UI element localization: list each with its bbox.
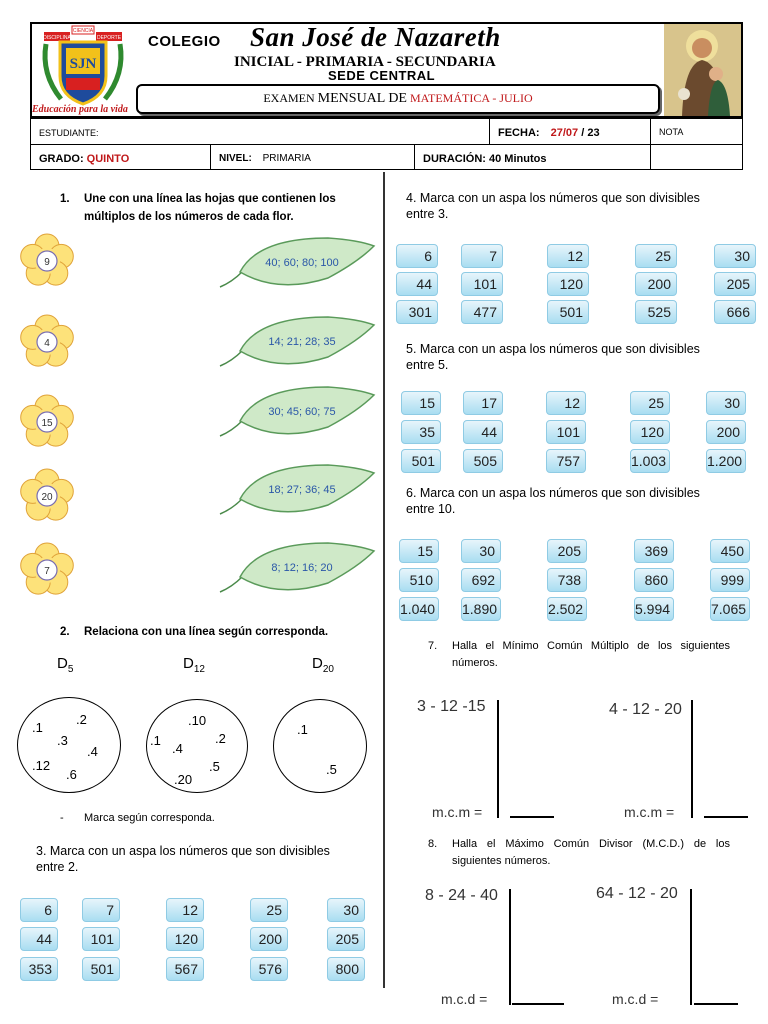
- flower-number: 9: [44, 257, 50, 268]
- number-box[interactable]: 1.890: [461, 597, 501, 621]
- d12-label: $D_{12}$: [183, 655, 205, 675]
- grado-cell: [30, 144, 211, 170]
- number-box[interactable]: 15: [399, 539, 439, 563]
- flower[interactable]: [18, 313, 76, 371]
- number-box[interactable]: 757: [546, 449, 586, 473]
- flower-number: 15: [41, 418, 53, 429]
- number-box[interactable]: 25: [630, 391, 670, 415]
- q7-set1: 3 - 12 -15: [417, 698, 486, 715]
- leaf-numbers: 18; 27; 36; 45: [268, 484, 336, 496]
- nota-label: NOTA: [659, 127, 684, 137]
- q2-number: 2.: [60, 626, 70, 638]
- leaf-numbers: 40; 60; 80; 100: [265, 257, 339, 269]
- number-box[interactable]: 12: [547, 244, 589, 268]
- colegio-label: COLEGIO: [148, 33, 221, 50]
- q2-text: Relaciona con una línea según corresponda.: [84, 626, 329, 638]
- number-box[interactable]: 301: [396, 300, 438, 324]
- number-box[interactable]: 30: [327, 898, 365, 922]
- number-box[interactable]: 477: [461, 300, 503, 324]
- number-box[interactable]: 525: [635, 300, 677, 324]
- nivel-label: NIVEL:: [219, 153, 252, 164]
- school-logo: [36, 24, 130, 110]
- number-box[interactable]: 7: [461, 244, 503, 268]
- leaf[interactable]: [218, 537, 378, 597]
- number-box[interactable]: 1.200: [706, 449, 746, 473]
- q5-text: 5. Marca con un aspa los números que son divisibles entre 5.: [406, 342, 700, 372]
- flower-icon: [18, 313, 76, 371]
- d5-label: $D_5$: [57, 655, 74, 675]
- duracion-cell: [414, 144, 651, 170]
- d5-value[interactable]: .3: [57, 733, 68, 748]
- d5-value[interactable]: .6: [66, 767, 77, 782]
- flower-icon: [18, 393, 76, 451]
- d12-value[interactable]: .5: [209, 759, 220, 774]
- leaf-icon: [218, 537, 378, 597]
- school-name: San José de Nazareth: [250, 22, 501, 52]
- levels-line: INICIAL - PRIMARIA - SECUNDARIA: [234, 54, 496, 70]
- q1-number: 1.: [60, 193, 70, 205]
- q8-text: Halla el Máximo Común Divisor (M.C.D.) de los siguientes números.: [452, 838, 730, 867]
- number-box[interactable]: 800: [327, 957, 365, 981]
- number-box[interactable]: 6: [20, 898, 58, 922]
- duracion-value: 40 Minutos: [489, 153, 547, 165]
- leaf-numbers: 14; 21; 28; 35: [268, 336, 336, 348]
- number-box[interactable]: 7: [82, 898, 120, 922]
- q8-mcd-label-1: m.c.d =: [441, 991, 488, 1007]
- number-box[interactable]: 200: [706, 420, 746, 444]
- number-box[interactable]: 200: [250, 927, 288, 951]
- number-box[interactable]: 101: [546, 420, 586, 444]
- number-box[interactable]: 25: [635, 244, 677, 268]
- flower[interactable]: [18, 467, 76, 525]
- flower[interactable]: [18, 232, 76, 290]
- q8-set1: 8 - 24 - 40: [425, 887, 498, 904]
- number-box[interactable]: 501: [82, 957, 120, 981]
- q7-division-line-1: [497, 700, 499, 818]
- flower-icon: [18, 232, 76, 290]
- number-box[interactable]: 999: [710, 568, 750, 592]
- flower[interactable]: [18, 541, 76, 599]
- q7-text: Halla el Mínimo Común Múltiplo de los siguientes números.: [452, 640, 730, 669]
- number-box[interactable]: 510: [399, 568, 439, 592]
- exam-prefix: EXAMEN: [263, 91, 315, 105]
- exam-mensual: MENSUAL DE: [317, 91, 407, 106]
- leaf[interactable]: [218, 311, 378, 371]
- flower-number: 20: [41, 492, 53, 503]
- number-box[interactable]: 120: [547, 272, 589, 296]
- d5-value[interactable]: .4: [87, 744, 98, 759]
- number-box[interactable]: 501: [401, 449, 441, 473]
- number-box[interactable]: 44: [463, 420, 503, 444]
- number-box[interactable]: 205: [714, 272, 756, 296]
- number-box[interactable]: 30: [461, 539, 501, 563]
- number-box[interactable]: 25: [250, 898, 288, 922]
- fecha-cell[interactable]: [489, 118, 651, 145]
- number-box[interactable]: 44: [20, 927, 58, 951]
- number-box[interactable]: 120: [630, 420, 670, 444]
- number-box[interactable]: 205: [327, 927, 365, 951]
- fecha-label: FECHA:: [498, 127, 540, 139]
- d12-value[interactable]: .10: [188, 713, 207, 728]
- d20-value[interactable]: .5: [326, 762, 337, 777]
- q8-division-line-1: [509, 889, 511, 1005]
- nivel-cell: [210, 144, 415, 170]
- number-box[interactable]: 450: [710, 539, 750, 563]
- nivel-value: PRIMARIA: [262, 153, 311, 164]
- number-box[interactable]: 666: [714, 300, 756, 324]
- slogan: Educación para la vida: [32, 104, 128, 115]
- number-box[interactable]: 2.502: [547, 597, 587, 621]
- estudiante-cell[interactable]: [30, 118, 490, 145]
- q2-note: Marca según corresponda.: [84, 812, 215, 824]
- fecha-month: 07: [565, 127, 579, 139]
- number-box[interactable]: 17: [463, 391, 503, 415]
- flower-icon: [18, 467, 76, 525]
- q7-number: 7.: [428, 640, 438, 652]
- grado-value: QUINTO: [86, 153, 130, 165]
- number-box[interactable]: 369: [634, 539, 674, 563]
- flower-icon: [18, 541, 76, 599]
- estudiante-label: ESTUDIANTE:: [39, 128, 99, 138]
- q8-division-line-2: [690, 889, 692, 1005]
- number-box[interactable]: 15: [401, 391, 441, 415]
- d12-value[interactable]: .4: [172, 741, 183, 756]
- number-box[interactable]: 860: [634, 568, 674, 592]
- q7-set2: 4 - 12 - 20: [609, 701, 682, 718]
- saint-image: [664, 24, 741, 116]
- number-box[interactable]: 501: [547, 300, 589, 324]
- q8-number: 8.: [428, 838, 438, 850]
- flower-number: 7: [44, 566, 50, 577]
- leaf[interactable]: [218, 381, 378, 441]
- leaf-numbers: 8; 12; 16; 20: [271, 562, 333, 574]
- leaf-icon: [218, 311, 378, 371]
- fecha-year: 23: [587, 127, 600, 139]
- number-box[interactable]: 5.994: [634, 597, 674, 621]
- number-box[interactable]: 12: [166, 898, 204, 922]
- q1-text: Une con una línea las hojas que contienen los múltiplos de los números de cada flor.: [84, 193, 336, 223]
- number-box[interactable]: 576: [250, 957, 288, 981]
- q6-text: 6. Marca con un aspa los números que son divisibles entre 10.: [406, 486, 700, 516]
- leaf[interactable]: [218, 232, 378, 292]
- exam-title-box: [136, 84, 660, 114]
- q8-answer-line-2[interactable]: [694, 1003, 738, 1005]
- svg-text:DISCIPLINA: DISCIPLINA: [43, 35, 71, 41]
- number-box[interactable]: 6: [396, 244, 438, 268]
- leaf[interactable]: [218, 459, 378, 519]
- d20-label: $D_{20}$: [312, 655, 334, 675]
- leaf-icon: [218, 459, 378, 519]
- number-box[interactable]: 101: [461, 272, 503, 296]
- number-box[interactable]: 353: [20, 957, 58, 981]
- number-box[interactable]: 120: [166, 927, 204, 951]
- number-box[interactable]: 12: [546, 391, 586, 415]
- q8-set2: 64 - 12 - 20: [596, 885, 678, 902]
- number-box[interactable]: 7.065: [710, 597, 750, 621]
- q4-text: 4. Marca con un aspa los números que son divisibles entre 3.: [406, 191, 700, 221]
- d12-value[interactable]: .1: [150, 733, 161, 748]
- number-box[interactable]: 692: [461, 568, 501, 592]
- q8-mcd-label-2: m.c.d =: [612, 991, 659, 1007]
- leaf-icon: [218, 232, 378, 292]
- d5-value[interactable]: .12: [32, 758, 51, 773]
- number-box[interactable]: 30: [714, 244, 756, 268]
- column-divider: [383, 172, 385, 988]
- number-box[interactable]: 101: [82, 927, 120, 951]
- number-box[interactable]: 1.040: [399, 597, 439, 621]
- q7-answer-line-2[interactable]: [704, 816, 748, 818]
- q7-answer-line-1[interactable]: [510, 816, 554, 818]
- grado-label: GRADO:: [39, 153, 84, 165]
- d12-value[interactable]: .2: [215, 731, 226, 746]
- number-box[interactable]: 505: [463, 449, 503, 473]
- d5-value[interactable]: .1: [32, 720, 43, 735]
- fecha-day: 27/: [550, 127, 566, 139]
- svg-text:DEPORTE: DEPORTE: [96, 35, 122, 41]
- number-box[interactable]: 200: [635, 272, 677, 296]
- circle-d20[interactable]: [273, 699, 367, 793]
- d5-value[interactable]: .2: [76, 712, 87, 727]
- d12-value[interactable]: .20: [174, 772, 193, 787]
- number-box[interactable]: 205: [547, 539, 587, 563]
- q7-division-line-2: [691, 700, 693, 818]
- sede-label: SEDE CENTRAL: [328, 68, 436, 83]
- svg-text:SJN: SJN: [69, 56, 97, 72]
- svg-text:CIENCIA: CIENCIA: [72, 28, 94, 34]
- number-box[interactable]: 35: [401, 420, 441, 444]
- flower[interactable]: [18, 393, 76, 451]
- number-box[interactable]: 44: [396, 272, 438, 296]
- number-box[interactable]: 30: [706, 391, 746, 415]
- nota-value-cell[interactable]: [650, 144, 743, 170]
- duracion-label: DURACIÓN:: [423, 153, 486, 165]
- number-box[interactable]: 1.003: [630, 449, 670, 473]
- nota-cell[interactable]: [650, 118, 743, 145]
- d20-value[interactable]: .1: [297, 722, 308, 737]
- fecha-sep: /: [578, 127, 588, 139]
- q2-note-dash: -: [60, 812, 64, 824]
- q3-text: 3. Marca con un aspa los números que son divisibles entre 2.: [36, 844, 330, 874]
- q7-mcm-label-1: m.c.m =: [432, 804, 483, 820]
- flower-number: 4: [44, 338, 50, 349]
- number-box[interactable]: 567: [166, 957, 204, 981]
- leaf-numbers: 30; 45; 60; 75: [268, 406, 336, 418]
- leaf-icon: [218, 381, 378, 441]
- exam-subject: MATEMÁTICA - JULIO: [409, 91, 533, 105]
- number-box[interactable]: 738: [547, 568, 587, 592]
- q8-answer-line-1[interactable]: [512, 1003, 564, 1005]
- q7-mcm-label-2: m.c.m =: [624, 804, 675, 820]
